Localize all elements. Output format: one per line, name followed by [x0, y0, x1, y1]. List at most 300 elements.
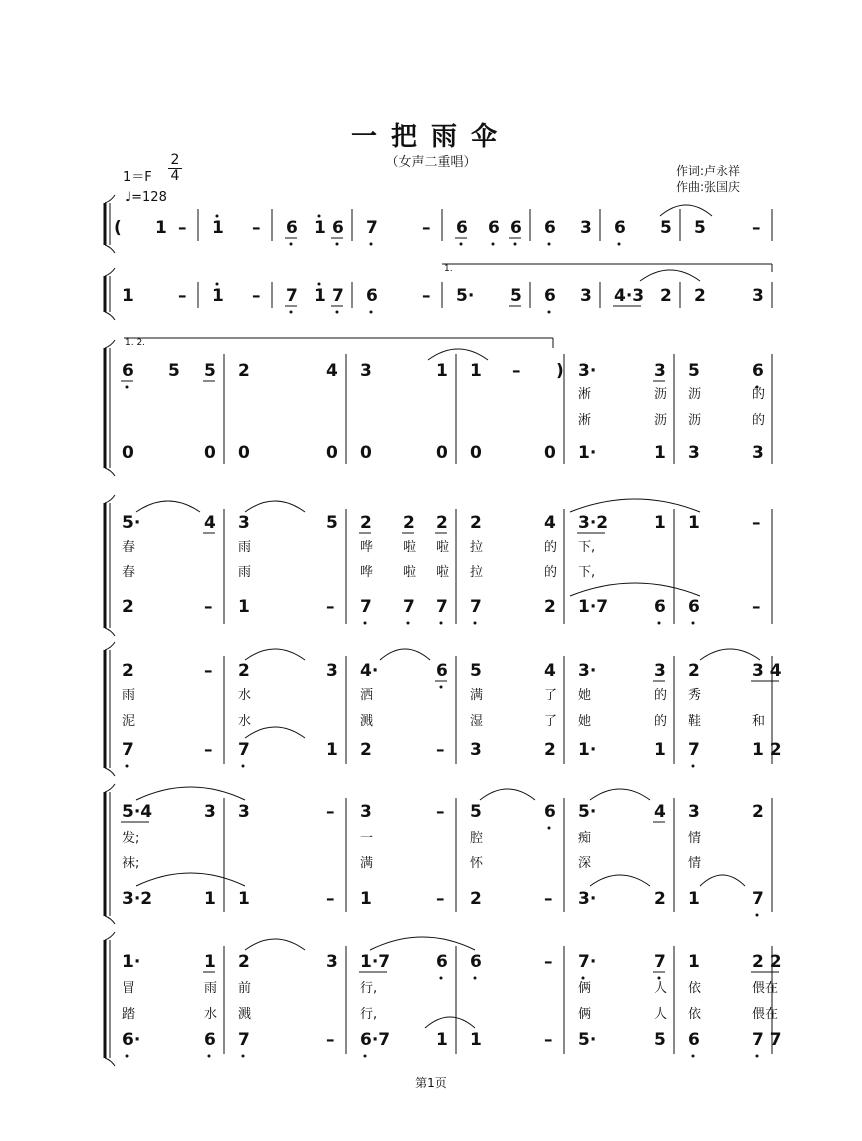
melody-note: 2: [470, 513, 482, 533]
lyric-verse-1: 水: [238, 688, 252, 703]
melody-note: 6: [366, 286, 378, 306]
melody-note: –: [178, 218, 187, 238]
lyric-verse-2: 拉: [470, 565, 484, 580]
page-number: 第1页: [415, 1076, 447, 1090]
lyric-verse-2: 深: [578, 856, 592, 871]
bracket-hook: [105, 628, 115, 636]
melody-note: 4·3: [614, 286, 645, 306]
lyric-verse-2: 溅: [238, 1007, 252, 1022]
melody-note: 2 2: [752, 952, 782, 972]
harmony-note: 3: [752, 443, 764, 463]
lyric-verse-1: 情: [688, 831, 702, 846]
song-title: 一把雨伞: [350, 122, 511, 152]
lyric-verse-1: 沥: [688, 387, 702, 402]
harmony-note: 0: [122, 443, 134, 463]
melody-note: 7: [286, 286, 298, 306]
harmony-note: 2: [122, 597, 134, 617]
melody-note: 7: [654, 952, 666, 972]
low-octave-dot: [492, 243, 495, 246]
harmony-note: 0: [436, 443, 448, 463]
bracket-hook: [105, 195, 115, 203]
melody-note: –: [422, 286, 431, 306]
harmony-note: –: [204, 740, 213, 760]
melody-note: 5: [326, 513, 338, 533]
lyric-verse-2: 淅: [578, 413, 592, 428]
harmony-note: 6·7: [360, 1030, 391, 1050]
melody-note: 2: [752, 802, 764, 822]
low-octave-dot: [242, 1055, 245, 1058]
low-octave-dot: [474, 622, 477, 625]
bracket-hook: [105, 245, 115, 253]
bracket-hook: [105, 312, 115, 320]
melody-note: 3: [238, 513, 250, 533]
lyric-verse-1: 沥: [654, 387, 668, 402]
key-signature: 1＝F: [123, 170, 152, 185]
low-octave-dot: [548, 243, 551, 246]
lyric-verse-2: 春: [122, 565, 136, 580]
harmony-note: 5: [654, 1030, 666, 1050]
volta-12-label: 1. 2.: [125, 338, 146, 348]
low-octave-dot: [440, 686, 443, 689]
melody-note: 2: [238, 361, 250, 381]
lyric-verse-1: 行,: [360, 981, 378, 996]
melody-note: 3: [326, 952, 338, 972]
lyric-verse-1: 前: [238, 981, 252, 996]
melody-note: 3: [238, 802, 250, 822]
melody-note: 3: [580, 218, 592, 238]
bracket-hook: [105, 784, 115, 792]
song-subtitle: （女声二重唱）: [385, 155, 477, 170]
melody-note: 3: [752, 286, 764, 306]
melody-note: 5: [470, 802, 482, 822]
low-octave-dot: [756, 1055, 759, 1058]
high-octave-dot: [318, 283, 321, 286]
melody-note: 2: [360, 513, 372, 533]
harmony-note: 6·: [122, 1030, 141, 1050]
bracket-hook: [105, 340, 115, 348]
melody-note: 5: [204, 361, 216, 381]
slur: [245, 501, 305, 512]
harmony-note: 7: [360, 597, 372, 617]
harmony-note: 0: [326, 443, 338, 463]
low-octave-dot: [440, 977, 443, 980]
lyric-verse-1: 春: [122, 540, 136, 555]
harmony-note: 6: [688, 1030, 700, 1050]
bracket-hook: [105, 495, 115, 503]
harmony-note: 2: [544, 597, 556, 617]
harmony-note: 1·7: [578, 597, 609, 617]
harmony-note: –: [752, 597, 761, 617]
low-octave-dot: [370, 311, 373, 314]
melody-note: 3 4: [752, 661, 782, 681]
melody-note: 3·2: [578, 513, 609, 533]
harmony-note: 6: [654, 597, 666, 617]
melody-note: 2: [688, 661, 700, 681]
melody-note: –: [252, 286, 261, 306]
harmony-note: –: [326, 889, 335, 909]
lyric-verse-2: 依: [688, 1007, 702, 1022]
lyric-verse-1: 人: [654, 981, 668, 996]
low-octave-dot: [514, 243, 517, 246]
lyric-verse-1: 拉: [470, 540, 484, 555]
lyric-verse-2: 溅: [360, 714, 374, 729]
melody-note: 2: [403, 513, 415, 533]
melody-note: –: [178, 286, 187, 306]
melody-note: 1: [212, 286, 224, 306]
melody-note: 6: [544, 218, 556, 238]
harmony-note: 1: [688, 889, 700, 909]
lyric-verse-1: 啦: [436, 540, 450, 555]
melody-note: 3: [326, 661, 338, 681]
low-octave-dot: [582, 977, 585, 980]
lyric-verse-1: 淅: [578, 387, 592, 402]
melody-note: 2: [238, 952, 250, 972]
low-octave-dot: [364, 622, 367, 625]
melody-note: (: [114, 218, 122, 238]
harmony-note: 0: [470, 443, 482, 463]
low-octave-dot: [474, 977, 477, 980]
melody-note: 3: [654, 361, 666, 381]
volta-1-label: 1.: [444, 264, 453, 274]
harmony-note: 0: [360, 443, 372, 463]
slur: [136, 873, 245, 886]
low-octave-dot: [658, 622, 661, 625]
harmony-note: 2: [544, 740, 556, 760]
lyric-verse-1: 她: [578, 688, 592, 703]
melody-note: 4: [326, 361, 338, 381]
low-octave-dot: [290, 243, 293, 246]
melody-note: 3: [580, 286, 592, 306]
low-octave-dot: [242, 765, 245, 768]
melody-note: 1: [688, 513, 700, 533]
harmony-note: 7 7: [752, 1030, 782, 1050]
low-octave-dot: [407, 622, 410, 625]
lyric-verse-2: 下,: [578, 565, 596, 580]
harmony-note: 0: [544, 443, 556, 463]
melody-note: 5·: [122, 513, 141, 533]
lyric-verse-2: 袜;: [122, 856, 140, 871]
melody-note: 3: [688, 802, 700, 822]
bracket-hook: [105, 642, 115, 650]
melody-note: –: [544, 952, 553, 972]
slur: [245, 939, 305, 950]
harmony-note: 1: [238, 889, 250, 909]
low-octave-dot: [126, 1055, 129, 1058]
harmony-note: 7: [436, 597, 448, 617]
lyric-verse-1: 的: [654, 688, 668, 703]
melody-note: 5: [694, 218, 706, 238]
lyric-verse-1: 洒: [360, 688, 374, 703]
lyric-verse-2: 鞋: [688, 714, 702, 729]
melody-note: ): [556, 361, 564, 381]
low-octave-dot: [692, 765, 695, 768]
melody-note: 2: [436, 513, 448, 533]
lyric-verse-2: 的: [654, 714, 668, 729]
lyric-verse-2: 情: [688, 856, 702, 871]
slur: [590, 875, 650, 886]
lyric-verse-2: 哗: [360, 565, 374, 580]
melody-note: 6: [544, 286, 556, 306]
melody-note: 1·: [122, 952, 141, 972]
melody-note: 1: [436, 361, 448, 381]
lyric-verse-1: 雨: [204, 981, 218, 996]
melody-note: 5: [660, 218, 672, 238]
melody-note: –: [422, 218, 431, 238]
harmony-note: 1 2: [752, 740, 782, 760]
melody-note: 4: [544, 661, 556, 681]
melody-note: 6: [436, 952, 448, 972]
melody-note: 3·: [578, 361, 597, 381]
melody-note: 6: [122, 361, 134, 381]
melody-note: 5·4: [122, 802, 153, 822]
low-octave-dot: [370, 243, 373, 246]
melody-note: 5: [688, 361, 700, 381]
lyric-verse-1: 的: [544, 540, 558, 555]
melody-note: 3: [654, 661, 666, 681]
melody-note: 2: [122, 661, 134, 681]
melody-note: 7: [332, 286, 344, 306]
time-signature-bottom: 4: [170, 168, 180, 184]
melody-note: 3: [360, 802, 372, 822]
low-octave-dot: [364, 1055, 367, 1058]
harmony-note: 3·2: [122, 889, 153, 909]
melody-note: –: [512, 361, 521, 381]
slur: [700, 875, 745, 886]
melody-note: 3·: [578, 661, 597, 681]
melody-note: –: [436, 802, 445, 822]
melody-note: 1·7: [360, 952, 391, 972]
harmony-note: 0: [238, 443, 250, 463]
slur: [370, 937, 475, 950]
lyric-verse-1: 痴: [578, 831, 592, 846]
low-octave-dot: [548, 311, 551, 314]
slur: [570, 499, 700, 512]
low-octave-dot: [126, 386, 129, 389]
low-octave-dot: [208, 1055, 211, 1058]
low-octave-dot: [440, 622, 443, 625]
melody-note: 6: [470, 952, 482, 972]
melody-note: 2: [660, 286, 672, 306]
lyric-verse-2: 沥: [688, 413, 702, 428]
bracket-hook: [105, 916, 115, 924]
slur: [136, 501, 200, 512]
low-octave-dot: [460, 243, 463, 246]
lyricist-credit: 作词:卢永祥: [676, 164, 741, 178]
lyric-verse-1: 哗: [360, 540, 374, 555]
lyric-verse-2: 水: [204, 1007, 218, 1022]
harmony-note: 7: [403, 597, 415, 617]
melody-note: 2: [238, 661, 250, 681]
melody-note: 1: [470, 361, 482, 381]
lyric-verse-1: 满: [470, 688, 484, 703]
lyric-verse-1: 偎在: [752, 981, 779, 996]
melody-note: 7: [366, 218, 378, 238]
high-octave-dot: [216, 283, 219, 286]
melody-note: 7·: [578, 952, 597, 972]
slur: [570, 583, 700, 596]
harmony-note: 1: [654, 443, 666, 463]
melody-note: 4: [204, 513, 216, 533]
harmony-note: 2: [470, 889, 482, 909]
melody-note: –: [752, 218, 761, 238]
harmony-note: 3·: [578, 889, 597, 909]
harmony-note: 1: [204, 889, 216, 909]
bracket-hook: [105, 268, 115, 276]
harmony-note: 0: [204, 443, 216, 463]
harmony-note: 1: [436, 1030, 448, 1050]
slur: [425, 1017, 475, 1028]
harmony-note: 1: [238, 597, 250, 617]
slur: [245, 649, 305, 660]
lyric-verse-2: 她: [578, 714, 592, 729]
melody-note: 1: [204, 952, 216, 972]
lyric-verse-1: 发;: [122, 831, 140, 846]
low-octave-dot: [618, 243, 621, 246]
lyric-verse-2: 水: [238, 714, 252, 729]
harmony-note: –: [436, 740, 445, 760]
tempo-value: =128: [131, 190, 167, 205]
melody-note: 4: [654, 802, 666, 822]
lyric-verse-2: 偎在: [752, 1007, 779, 1022]
lyric-verse-1: 依: [688, 981, 702, 996]
melody-note: 6: [332, 218, 344, 238]
lyric-verse-2: 啦: [403, 565, 417, 580]
melody-note: 6: [456, 218, 468, 238]
melody-note: 6: [286, 218, 298, 238]
slur: [380, 649, 430, 660]
lyric-verse-2: 啦: [436, 565, 450, 580]
harmony-note: 2: [360, 740, 372, 760]
harmony-note: 1·: [578, 443, 597, 463]
harmony-note: 1: [654, 740, 666, 760]
melody-note: 1: [654, 513, 666, 533]
lyric-verse-2: 俩: [578, 1007, 592, 1022]
lyric-verse-2: 踏: [122, 1007, 136, 1022]
bracket-hook: [105, 468, 115, 476]
harmony-note: 1: [360, 889, 372, 909]
harmony-note: 6: [204, 1030, 216, 1050]
low-octave-dot: [692, 1055, 695, 1058]
quarter-note-icon: ♩: [125, 190, 132, 205]
melody-note: 5·: [578, 802, 597, 822]
harmony-note: 7: [122, 740, 134, 760]
harmony-note: 3: [470, 740, 482, 760]
harmony-note: 6: [688, 597, 700, 617]
time-signature-top: 2: [168, 153, 182, 169]
high-octave-dot: [216, 215, 219, 218]
harmony-note: 1·: [578, 740, 597, 760]
harmony-note: 7: [752, 889, 764, 909]
lyric-verse-2: 雨: [238, 565, 252, 580]
harmony-note: –: [436, 889, 445, 909]
melody-note: –: [204, 661, 213, 681]
lyric-verse-2: 行,: [360, 1007, 378, 1022]
slur: [480, 789, 535, 800]
low-octave-dot: [548, 827, 551, 830]
lyric-verse-2: 泥: [122, 714, 136, 729]
lyric-verse-2: 了: [544, 714, 558, 729]
lyric-verse-1: 秀: [688, 688, 702, 703]
bracket-hook: [105, 1058, 115, 1066]
melody-note: 3: [360, 361, 372, 381]
harmony-note: 7: [238, 740, 250, 760]
harmony-note: 7: [238, 1030, 250, 1050]
melody-note: 1: [155, 218, 167, 238]
lyric-verse-1: 冒: [122, 981, 136, 996]
melody-note: 4: [544, 513, 556, 533]
melody-note: 5: [168, 361, 180, 381]
harmony-note: 7: [688, 740, 700, 760]
melody-note: 1: [314, 218, 326, 238]
lyric-verse-1: 啦: [403, 540, 417, 555]
lyric-verse-1: 雨: [238, 540, 252, 555]
melody-note: 6: [488, 218, 500, 238]
melody-note: 5·: [456, 286, 475, 306]
lyric-verse-2: 沥: [654, 413, 668, 428]
slur: [700, 649, 760, 660]
harmony-note: –: [544, 1030, 553, 1050]
low-octave-dot: [290, 311, 293, 314]
melody-note: 1: [314, 286, 326, 306]
harmony-note: –: [204, 597, 213, 617]
melody-note: –: [252, 218, 261, 238]
slur: [640, 270, 700, 281]
lyric-verse-1: 了: [544, 688, 558, 703]
lyric-verse-2: 湿: [470, 714, 484, 729]
harmony-note: –: [544, 889, 553, 909]
slur: [136, 787, 245, 800]
bracket-hook: [105, 768, 115, 776]
lyric-verse-1: 腔: [470, 831, 484, 846]
melody-note: 6: [614, 218, 626, 238]
melody-note: –: [752, 513, 761, 533]
melody-note: 6: [752, 361, 764, 381]
low-octave-dot: [692, 622, 695, 625]
melody-note: 1: [122, 286, 134, 306]
lyric-verse-1: 雨: [122, 688, 136, 703]
harmony-note: –: [326, 597, 335, 617]
melody-note: 2: [694, 286, 706, 306]
harmony-note: 5·: [578, 1030, 597, 1050]
harmony-note: 7: [470, 597, 482, 617]
harmony-note: 2: [654, 889, 666, 909]
melody-note: 6: [510, 218, 522, 238]
melody-note: 1: [212, 218, 224, 238]
slur: [428, 349, 488, 360]
low-octave-dot: [756, 914, 759, 917]
harmony-note: 1: [326, 740, 338, 760]
melody-note: 5: [510, 286, 522, 306]
lyric-verse-2: 和: [752, 714, 766, 729]
lyric-verse-1: 一: [360, 831, 374, 846]
lyric-verse-2: 满: [360, 856, 374, 871]
low-octave-dot: [336, 311, 339, 314]
melody-note: 6: [436, 661, 448, 681]
low-octave-dot: [126, 765, 129, 768]
low-octave-dot: [336, 243, 339, 246]
lyric-verse-1: 俩: [578, 981, 592, 996]
melody-note: 5: [470, 661, 482, 681]
melody-note: –: [326, 802, 335, 822]
slur: [660, 205, 712, 216]
lyric-verse-2: 怀: [470, 856, 484, 871]
lyric-verse-2: 的: [752, 413, 766, 428]
slur: [245, 727, 305, 738]
lyric-verse-2: 的: [544, 565, 558, 580]
melody-note: 4·: [360, 661, 379, 681]
high-octave-dot: [318, 215, 321, 218]
melody-note: 3: [204, 802, 216, 822]
